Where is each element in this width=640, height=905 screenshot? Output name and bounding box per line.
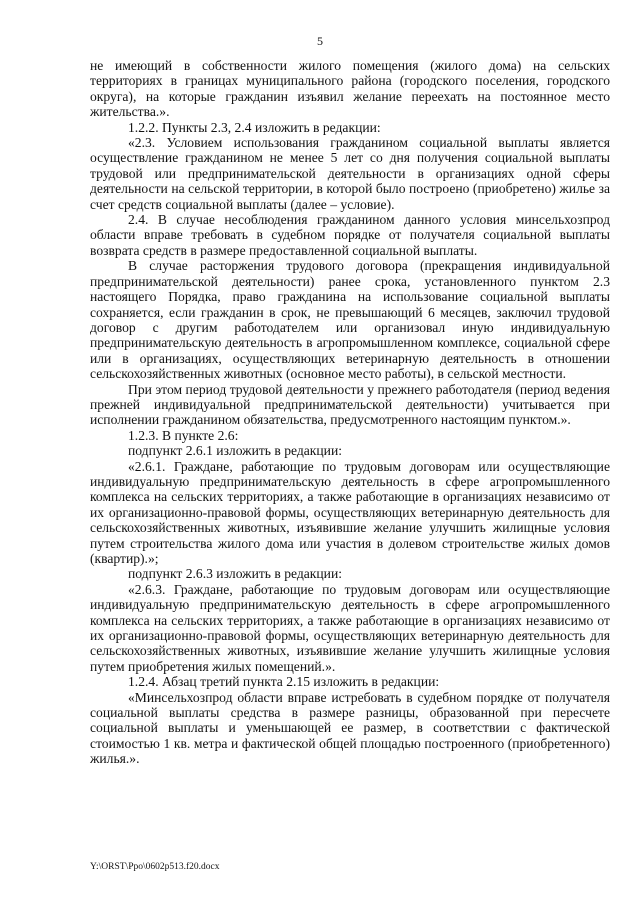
document-body [90, 58, 610, 767]
paragraph-subitem-2-6-3: «2.6.3. Граждане, работающие по трудовым договорам или осуществляющие индивидуальную предпринимательскую деятельность в сфере агропромышленного комплекса на сельских территориях, а также работающие в организациях независимо от их организационно-правовой формы, осуществляющих ветеринарную деятельность для сельскохозяйственных животных, изъявившие желание улучшить жилищные условия путем приобретения жилых помещений.». [90, 581, 610, 674]
paragraph-item-1-2-4: 1.2.4. Абзац третий пункта 2.15 изложить в редакции: [128, 674, 440, 690]
paragraph-subitem-2-6-1: «2.6.1. Граждане, работающие по трудовым договорам или осуществляющие индивидуальную предпринимательскую деятельность в сфере агропромышленного комплекса на сельских территориях, а также работающие в организациях независимо от их организационно-правовой формы, осуществляющих ветеринарную деятельность для сельскохозяйственных животных, изъявившие желание улучшить жилищные условия путем строительства жилого дома или участия в долевом строительстве жилых домов (квартир).»; [90, 458, 610, 566]
paragraph-item-1-2-3: 1.2.3. В пункте 2.6: [128, 427, 239, 443]
paragraph-clause-2-4: 2.4. В случае несоблюдения гражданином данного условия минсельхозпрод области вправе требовать в судебном порядке от получателя социальной выплаты возврата средств в размере предоставленной социальной выплаты. [90, 212, 610, 258]
paragraph-clause-2-3: «2.3. Условием использования гражданином социальной выплаты является осуществление гражданином не менее 5 лет со дня получения социальной выплаты трудовой или предпринимательской деятельности в организациях одной сферы деятельности на сельской территории, в которой было построено (приобретено) жилье за счет средств социальной выплаты (далее – условие). [90, 135, 610, 212]
paragraph-previous-employer: При этом период трудовой деятельности у прежнего работодателя (период ведения прежней индивидуальной предпринимательской деятельности) учитывается при исполнении гражданином обязательства, предусмотренного настоящим пунктом.». [90, 381, 610, 428]
page-number: 5 [317, 34, 323, 48]
paragraph-continuation: не имеющий в собственности жилого помещения (жилого дома) на сельских территориях в границах муниципального района (городского поселения, городского округа), на которые гражданин изъявил желание переехать на постоянное место жительства.». [90, 58, 610, 120]
paragraph-subitem-2-6-1-intro: подпункт 2.6.1 изложить в редакции: [128, 443, 343, 459]
footer-file-path: Y:\ORST\Ppo\0602p513.f20.docx [90, 862, 220, 872]
paragraph-item-1-2-2: 1.2.2. Пункты 2.3, 2.4 изложить в редакции: [128, 119, 381, 135]
paragraph-subitem-2-6-3-intro: подпункт 2.6.3 изложить в редакции: [128, 566, 343, 582]
paragraph-termination: В случае расторжения трудового договора (прекращения индивидуальной предпринимательской деятельности) ранее срока, установленного пунктом 2.3 настоящего Порядка, право гражданина на использование социальной выплаты сохраняется, если гражданин в срок, не превышающий 6 месяцев, заключил трудовой договор с другим работодателем или организовал иную индивидуальную предпринимательскую деятельность в агропромышленном комплексе, социальной сфере или в организациях, осуществляющих ветеринарную деятельность в отношении сельскохозяйственных животных (основное место работы), в сельской местности. [90, 258, 610, 382]
paragraph-clause-2-15: «Минсельхозпрод области вправе истребовать в судебном порядке от получателя социальной выплаты средства в размере разницы, образованной при пересчете социальной выплаты и уменьшающей ее размер, в соответствии с фактической стоимостью 1 кв. метра и фактической общей площадью построенного (приобретенного) жилья.». [90, 689, 610, 767]
